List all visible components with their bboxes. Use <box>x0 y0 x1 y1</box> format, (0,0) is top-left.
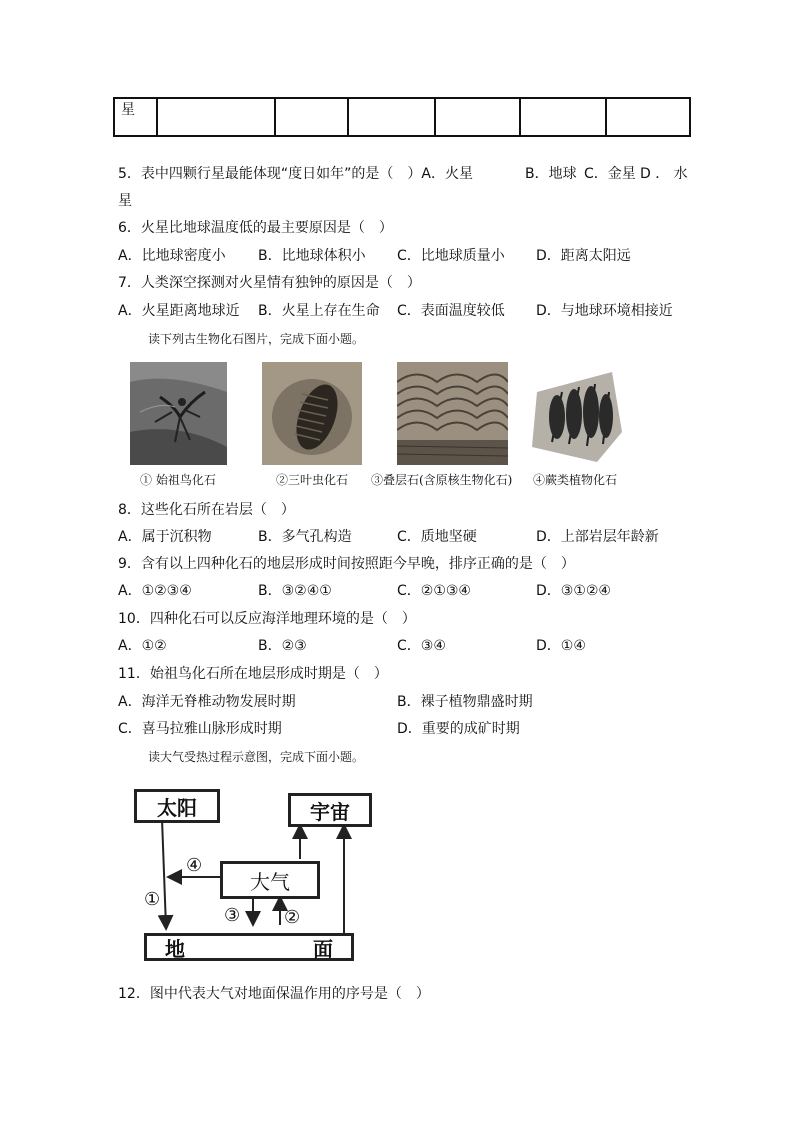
q10-option-a: A．①② <box>118 638 167 654</box>
table-cell <box>348 98 435 136</box>
q7-option-c: C．表面温度较低 <box>397 303 505 319</box>
table-cell <box>435 98 520 136</box>
q7-option-a: A．火星距离地球近 <box>118 303 240 319</box>
fossil-caption-3: ③叠层石(含原核生物化石) <box>371 473 513 487</box>
archaeopteryx-fossil-icon <box>130 362 227 465</box>
q5-option-b: B．地球 <box>525 166 577 182</box>
table-cell: 星 <box>114 98 157 136</box>
question-8-stem: 8．这些化石所在岩层（ ） <box>118 502 295 518</box>
table-cell <box>157 98 275 136</box>
q6-option-c: C．比地球质量小 <box>397 248 505 264</box>
q10-option-d: D．①④ <box>536 638 586 654</box>
ground-box <box>144 933 354 961</box>
q9-option-c: C．②①③④ <box>397 583 471 599</box>
planet-table <box>113 97 691 137</box>
fern-fossil-icon <box>527 362 629 465</box>
question-10-stem: 10．四种化石可以反应海洋地理环境的是（ ） <box>118 611 416 627</box>
label-4: ④ <box>186 855 203 876</box>
fossil-caption-1: ① 始祖鸟化石 <box>140 473 216 487</box>
q5-wrap-text: 星 <box>118 193 132 209</box>
label-3: ③ <box>224 905 241 926</box>
q7-option-b: B．火星上存在生命 <box>258 303 380 319</box>
q5-option-c: C．金星 <box>584 166 636 182</box>
fossil-caption-2: ②三叶虫化石 <box>276 473 349 487</box>
question-7-stem: 7．人类深空探测对火星情有独钟的原因是（ ） <box>118 275 421 291</box>
q11-option-d: D．重要的成矿时期 <box>397 721 520 737</box>
question-12-stem: 12．图中代表大气对地面保温作用的序号是（ ） <box>118 986 430 1002</box>
q9-option-b: B．③②④① <box>258 583 332 599</box>
question-11-stem: 11．始祖鸟化石所在地层形成时期是（ ） <box>118 666 388 682</box>
q7-option-d: D．与地球环境相接近 <box>536 303 673 319</box>
sun-box: 太阳 <box>134 789 220 823</box>
atmosphere-heating-diagram <box>128 785 378 970</box>
question-6-stem: 6．火星比地球温度低的最主要原因是（ ） <box>118 220 393 236</box>
q6-option-b: B．比地球体积小 <box>258 248 366 264</box>
label-1: ① <box>144 889 161 910</box>
table-cell <box>275 98 348 136</box>
q9-option-d: D．③①②④ <box>536 583 611 599</box>
table-cell <box>520 98 606 136</box>
trilobite-fossil-icon <box>262 362 362 465</box>
label-2: ② <box>284 907 301 928</box>
q8-option-b: B．多气孔构造 <box>258 529 352 545</box>
q9-option-a: A．①②③④ <box>118 583 192 599</box>
q6-option-a: A．比地球密度小 <box>118 248 226 264</box>
q10-option-c: C．③④ <box>397 638 446 654</box>
ground-label-left: 地 <box>165 936 185 961</box>
fossil-intro: 读下列古生物化石图片，完成下面小题。 <box>148 332 365 346</box>
diagram-intro: 读大气受热过程示意图，完成下面小题。 <box>148 750 365 764</box>
q5-option-d: D ． 水 <box>640 166 688 182</box>
q11-option-b: B．裸子植物鼎盛时期 <box>397 694 533 710</box>
q10-option-b: B．②③ <box>258 638 307 654</box>
fossil-caption-4: ④蕨类植物化石 <box>533 473 618 487</box>
space-box: 宇宙 <box>288 793 372 827</box>
q11-option-c: C．喜马拉雅山脉形成时期 <box>118 721 282 737</box>
question-5-stem: 5．表中四颗行星最能体现“度日如年”的是（ ）A．火星 <box>118 166 473 182</box>
q8-option-a: A．属于沉积物 <box>118 529 212 545</box>
q8-option-c: C．质地坚硬 <box>397 529 477 545</box>
q8-option-d: D．上部岩层年龄新 <box>536 529 659 545</box>
stromatolite-fossil-icon <box>397 362 508 465</box>
atmosphere-box: 大气 <box>220 861 320 899</box>
q11-option-a: A．海洋无脊椎动物发展时期 <box>118 694 296 710</box>
table-cell <box>606 98 690 136</box>
ground-label-right: 面 <box>313 936 333 961</box>
q6-option-d: D．距离太阳远 <box>536 248 631 264</box>
question-9-stem: 9．含有以上四种化石的地层形成时间按照距今早晚，排序正确的是（ ） <box>118 556 575 572</box>
